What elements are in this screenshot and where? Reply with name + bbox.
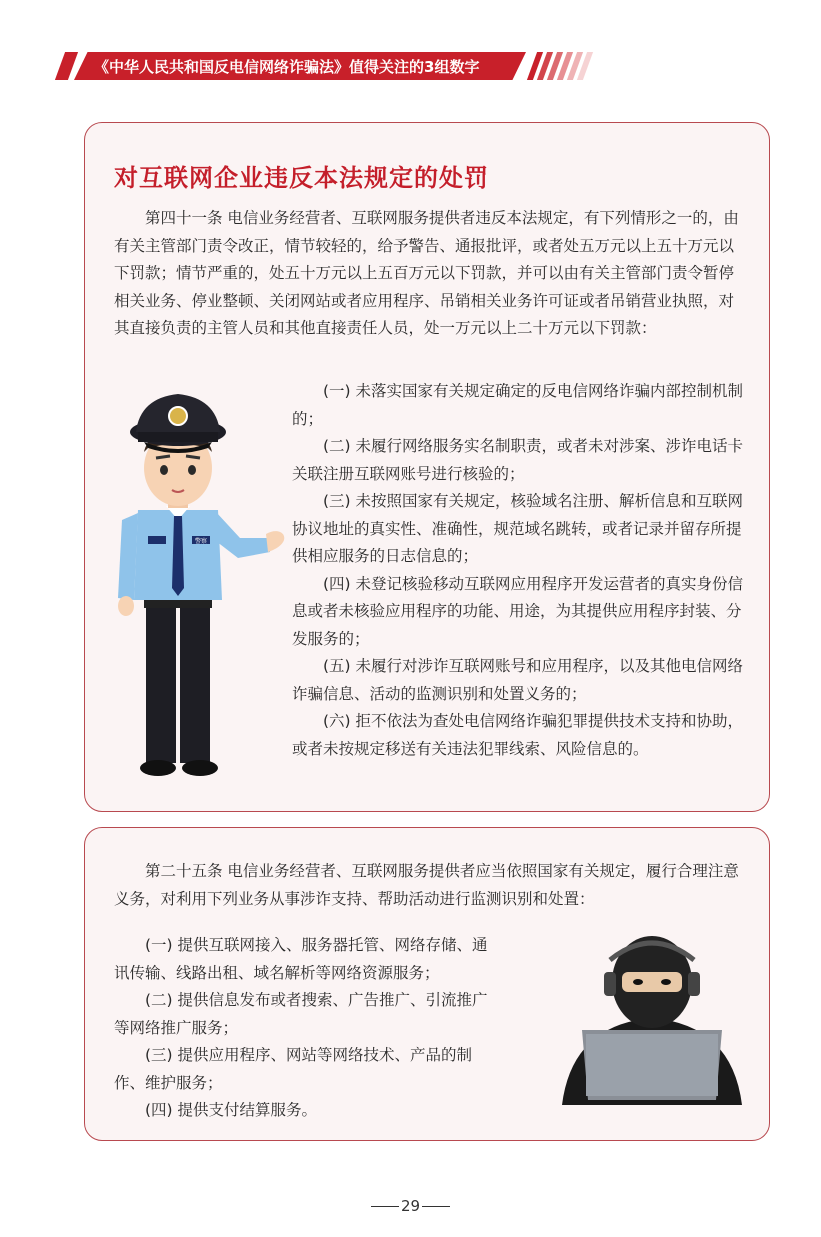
- list-item: (二) 提供信息发布或者搜索、广告推广、引流推广等网络推广服务；: [114, 991, 488, 1037]
- article-41-paragraph: 第四十一条 电信业务经营者、互联网服务提供者违反本法规定，有下列情形之一的，由有关主管部门责令改正，情节较轻的，给予警告、通报批评，或者处五万元以上五十万元以下罚款；情节严重的，处五十万元以上五百万元以下罚款，并可以由有关主管部门责令暂停相关业务、停业整顿、关闭网站或者应用程序、吊销相关业务许可证或者吊销营业执照，对其直接负责的主管人员和其他直接责任人员，处一万元以上二十万元以下罚款：: [114, 209, 739, 337]
- article-25-item-list: [114, 932, 499, 1125]
- list-item: (四) 未登记核验移动互联网应用程序开发运营者的真实身份信息或者未核验应用程序的功能、用途，为其提供应用程序封装、分发服务的；: [292, 574, 744, 648]
- list-item: (二) 未履行网络服务实名制职责，或者未对涉案、涉诈电话卡关联注册互联网账号进行核验的；: [292, 437, 744, 483]
- list-item: (六) 拒不依法为查处电信网络诈骗犯罪提供技术支持和协助，或者未按规定移送有关违法犯罪线索、风险信息的。: [292, 712, 744, 758]
- page-number-rule: [371, 1206, 399, 1207]
- page-number-rule: [422, 1206, 450, 1207]
- article-25-paragraph: 第二十五条 电信业务经营者、互联网服务提供者应当依照国家有关规定，履行合理注意义务，对利用下列业务从事涉诈支持、帮助活动进行监测识别和处置：: [114, 862, 739, 908]
- list-item: (五) 未履行对涉诈互联网账号和应用程序，以及其他电信网络诈骗信息、活动的监测识别和处置义务的；: [292, 657, 744, 703]
- list-item: (一) 提供互联网接入、服务器托管、网络存储、通讯传输、线路出租、域名解析等网络资源服务；: [114, 936, 488, 982]
- list-item: (三) 未按照国家有关规定，核验域名注册、解析信息和互联网协议地址的真实性、准确性，规范域名跳转，或者记录并留存所提供相应服务的日志信息的；: [292, 492, 744, 565]
- section-heading: 对互联网企业违反本法规定的处罚: [114, 164, 489, 192]
- article-41-item-list: [292, 378, 747, 763]
- police-officer-illustration: [108, 388, 288, 788]
- hacker-illustration: [552, 930, 752, 1110]
- page-number-text: 29: [400, 1197, 421, 1215]
- banner-title: 《中华人民共和国反电信网络诈骗法》值得关注的3组数字: [94, 58, 480, 76]
- header-banner: [60, 52, 530, 80]
- list-item: (一) 未落实国家有关规定确定的反电信网络诈骗内部控制机制的；: [292, 382, 744, 428]
- list-item: (三) 提供应用程序、网站等网络技术、产品的制作、维护服务；: [114, 1046, 473, 1092]
- badge-label: 警察: [194, 538, 208, 545]
- page-number: [0, 1197, 821, 1215]
- list-item: (四) 提供支付结算服务。: [145, 1101, 318, 1119]
